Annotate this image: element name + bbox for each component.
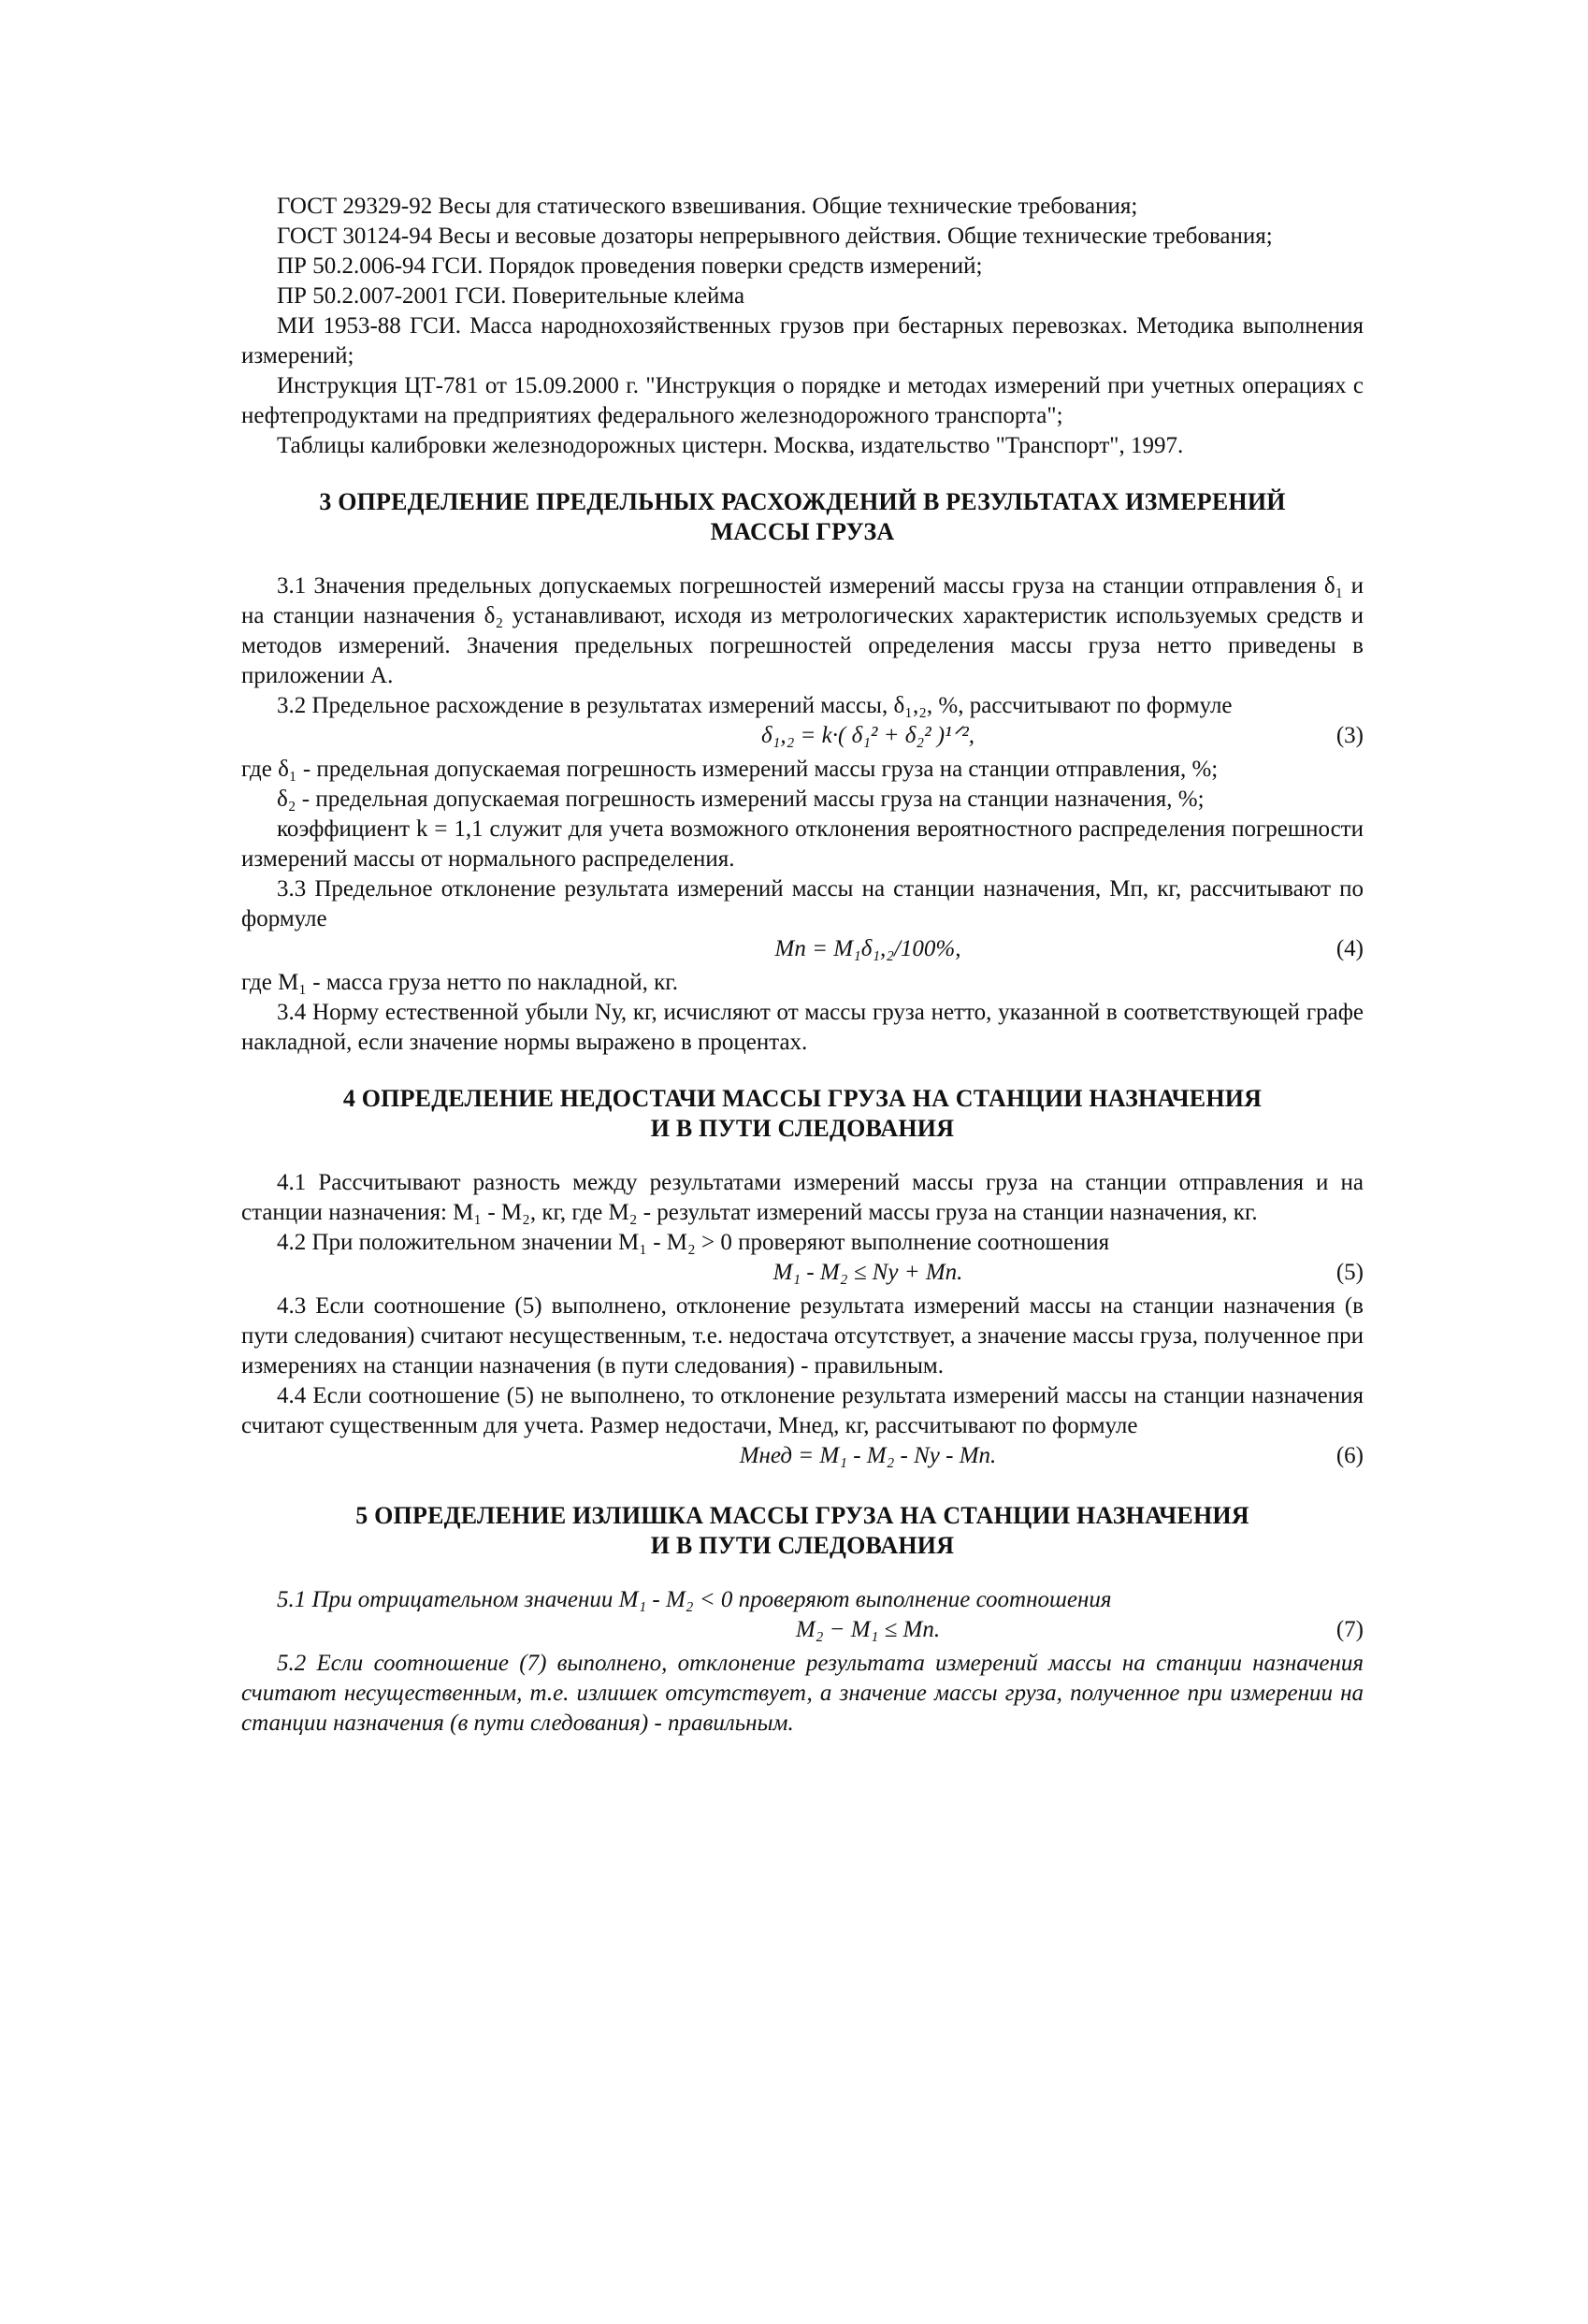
definition-k: коэффициент k = 1,1 служит для учета возможного отклонения вероятностного распределения погрешности измерений массы от нормального распределения. bbox=[241, 816, 1364, 872]
definition-delta1: где δ₁ - предельная допускаемая погрешность измерений массы груза на станции отправления, %; bbox=[241, 757, 1219, 782]
formula-7 bbox=[241, 1615, 1364, 1649]
formula-4 bbox=[241, 934, 1364, 968]
formula-5-expression: M₁ - M₂ ≤ Nу + Mп. bbox=[772, 1260, 963, 1285]
paragraph-4-4: 4.4 Если соотношение (5) не выполнено, то отклонение результата измерений массы на станции назначения считают существенным для учета. Размер недостачи, Mнед, кг, рассчитывают по формуле bbox=[241, 1383, 1364, 1438]
paragraph-3-3: 3.3 Предельное отклонение результата измерений массы на станции назначения, Mп, кг, рассчитывают по формуле bbox=[241, 876, 1364, 931]
section-5-heading: 5 ОПРЕДЕЛЕНИЕ ИЗЛИШКА МАССЫ ГРУЗА НА СТАНЦИИ НАЗНАЧЕНИЯ И В ПУТИ СЛЕДОВАНИЯ bbox=[355, 1502, 1249, 1559]
ref-item: Таблицы калибровки железнодорожных цистерн. Москва, издательство "Транспорт", 1997. bbox=[277, 433, 1184, 458]
definition-m1: где M₁ - масса груза нетто по накладной, кг. bbox=[241, 970, 678, 995]
formula-4-number: (4) bbox=[1335, 936, 1364, 961]
definition-delta2: δ₂ - предельная допускаемая погрешность измерений массы груза на станции назначения, %; bbox=[277, 787, 1205, 812]
formula-5-number: (5) bbox=[1335, 1260, 1364, 1285]
paragraph-3-1: 3.1 Значения предельных допускаемых погрешностей измерений массы груза на станции отправления δ₁ и на станции назначения δ₂ устанавливают, исходя из метрологических характеристик используемых средств и методов измерений. Значения предельных погрешностей определения массы груза нетто приведены в приложении А. bbox=[241, 573, 1364, 688]
paragraph-3-2: 3.2 Предельное расхождение в результатах измерений массы, δ₁,₂, %, рассчитывают по формуле bbox=[277, 693, 1233, 718]
formula-3-expression: δ₁,₂ = k·( δ₁² + δ₂² )¹ᐟ², bbox=[761, 723, 974, 748]
paragraph-5-1: 5.1 При отрицательном значении M₁ - M₂ < 0 проверяют выполнение соотношения bbox=[277, 1587, 1112, 1612]
formula-3 bbox=[241, 721, 1364, 755]
formula-7-expression: M₂ − M₁ ≤ Mп. bbox=[795, 1617, 941, 1642]
ref-item: ГОСТ 30124-94 Весы и весовые дозаторы непрерывного действия. Общие технические требования; bbox=[277, 224, 1273, 249]
section-4-heading: 4 ОПРЕДЕЛЕНИЕ НЕДОСТАЧИ МАССЫ ГРУЗА НА СТАНЦИИ НАЗНАЧЕНИЯ И В ПУТИ СЛЕДОВАНИЯ bbox=[342, 1085, 1263, 1142]
ref-item: Инструкция ЦТ-781 от 15.09.2000 г. "Инструкция о порядке и методах измерений при учетных операциях с нефтепродуктами на предприятиях федерального железнодорожного транспорта"; bbox=[241, 373, 1364, 428]
paragraph-3-4: 3.4 Норму естественной убыли Nу, кг, исчисляют от массы груза нетто, указанной в соответствующей графе накладной, если значение нормы выражено в процентах. bbox=[241, 1000, 1364, 1055]
paragraph-4-2: 4.2 При положительном значении M₁ - M₂ > 0 проверяют выполнение соотношения bbox=[277, 1230, 1110, 1255]
formula-4-expression: Mп = M₁δ₁,₂/100%, bbox=[774, 936, 961, 961]
formula-5 bbox=[241, 1258, 1364, 1292]
ref-item: ПР 50.2.007-2001 ГСИ. Поверительные клейма bbox=[277, 283, 745, 309]
formula-6 bbox=[241, 1441, 1364, 1475]
references-list bbox=[241, 192, 1364, 461]
paragraph-5-2: 5.2 Если соотношение (7) выполнено, отклонение результата измерений массы на станции назначения считают несущественным, т.е. излишек отсутствует, а значение массы груза, полученное при измерении на станции назначения (в пути следования) - правильным. bbox=[241, 1651, 1364, 1736]
formula-6-expression: Mнед = M₁ - M₂ - Nу - Mп. bbox=[739, 1443, 997, 1468]
ref-item: ГОСТ 29329-92 Весы для статического взвешивания. Общие технические требования; bbox=[277, 194, 1138, 219]
formula-6-number: (6) bbox=[1335, 1443, 1364, 1468]
ref-item: МИ 1953-88 ГСИ. Масса народнохозяйственных грузов при бестарных перевозках. Методика выполнения измерений; bbox=[241, 313, 1364, 368]
formula-7-number: (7) bbox=[1335, 1617, 1364, 1642]
paragraph-4-3: 4.3 Если соотношение (5) выполнено, отклонение результата измерений массы на станции назначения (в пути следования) считают несущественным, т.е. недостача отсутствует, а значение массы груза, полученное при измерениях на станции назначения (в пути следования) - правильным. bbox=[241, 1293, 1364, 1379]
section-3-heading: 3 ОПРЕДЕЛЕНИЕ ПРЕДЕЛЬНЫХ РАСХОЖДЕНИЙ В РЕЗУЛЬТАТАХ ИЗМЕРЕНИЙ МАССЫ ГРУЗА bbox=[319, 488, 1286, 545]
ref-item: ПР 50.2.006-94 ГСИ. Порядок проведения поверки средств измерений; bbox=[277, 253, 983, 279]
formula-3-number: (3) bbox=[1335, 723, 1364, 748]
document-page bbox=[241, 192, 1364, 1739]
paragraph-4-1: 4.1 Рассчитывают разность между результатами измерений массы груза на станции отправления и на станции назначения: M₁ - M₂, кг, где M₂ - результат измерений массы груза на станции назначения, кг. bbox=[241, 1170, 1364, 1225]
